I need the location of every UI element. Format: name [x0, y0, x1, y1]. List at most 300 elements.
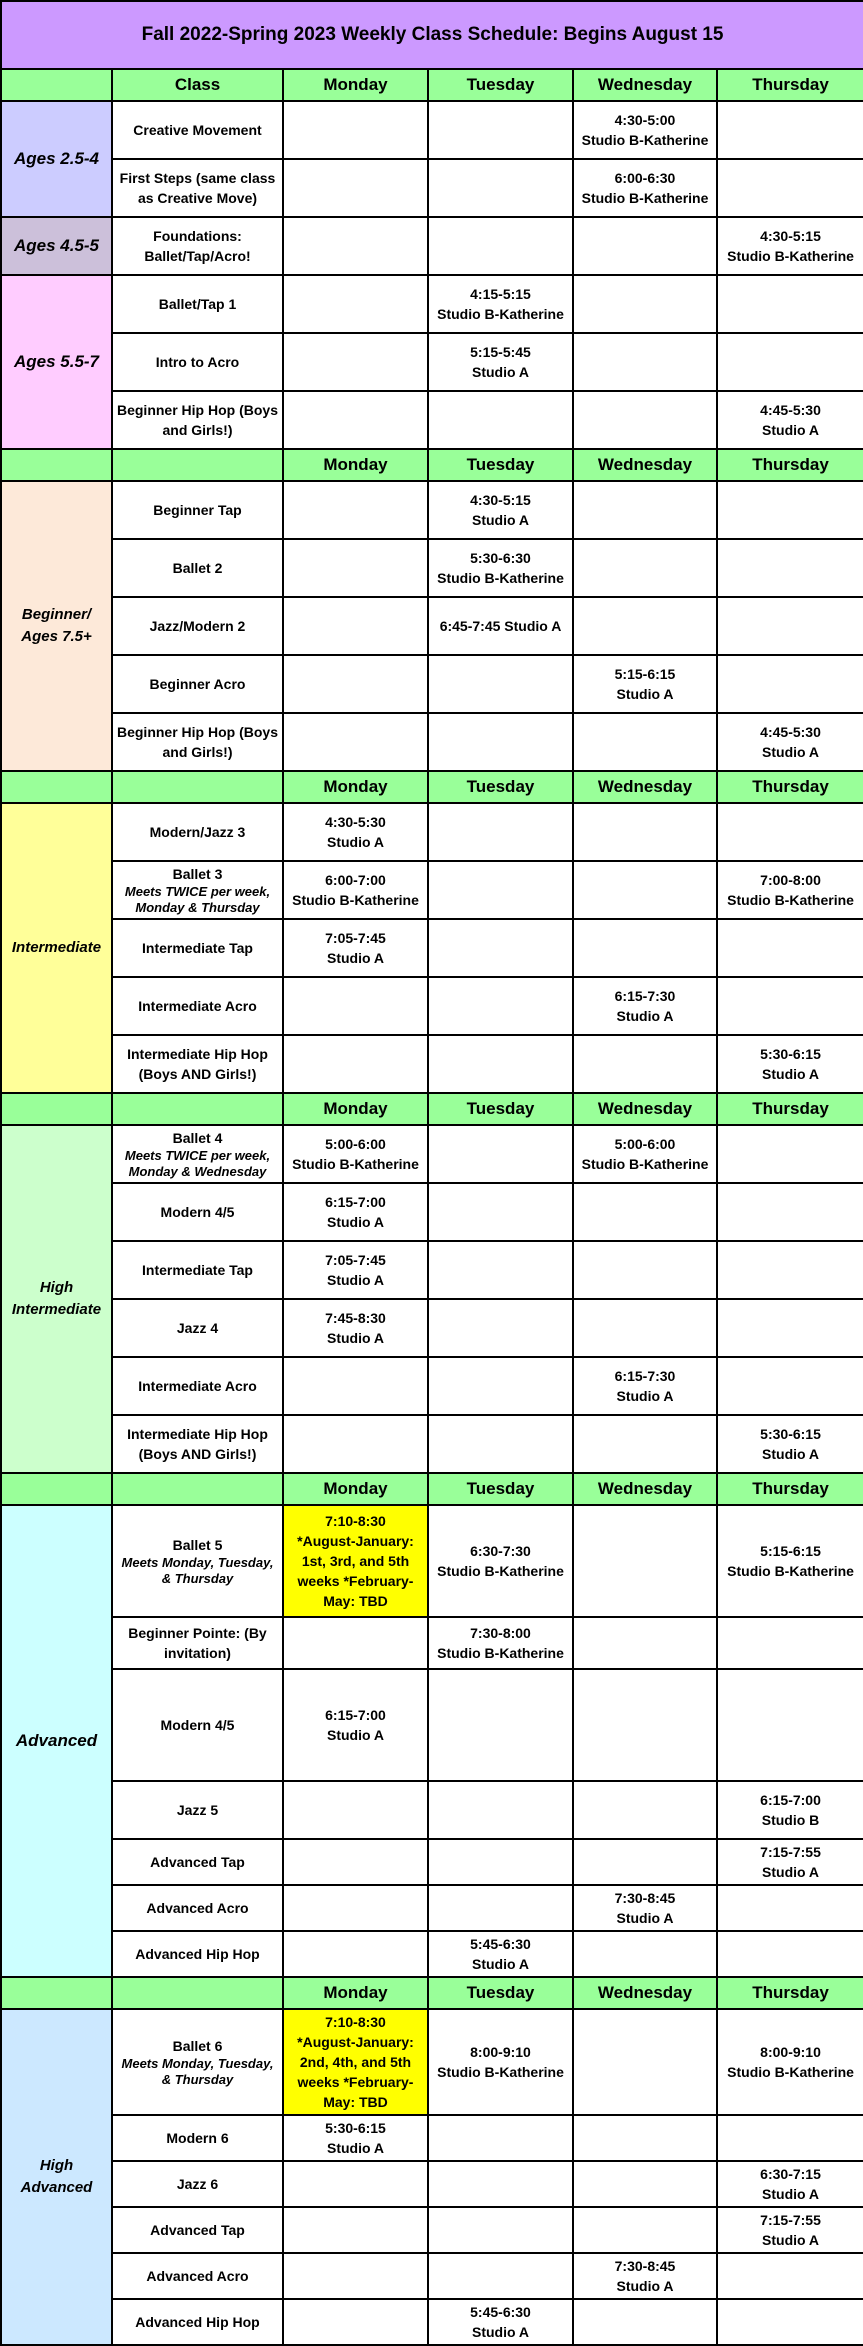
class-row — [1, 1839, 863, 1885]
class-location: Studio A — [326, 1214, 385, 1230]
time-cell-monday — [283, 2115, 428, 2161]
header-class-blank — [112, 1473, 283, 1505]
time-cell-monday — [283, 1781, 428, 1839]
time-cell-wednesday — [573, 1299, 717, 1357]
header-wednesday: Wednesday — [573, 1977, 717, 2009]
header-thursday: Thursday — [717, 69, 863, 101]
time-cell-tuesday — [428, 1241, 573, 1299]
class-location: Studio A — [616, 1388, 674, 1404]
class-name: Intermediate Hip Hop (Boys AND Girls!) — [127, 1426, 268, 1462]
time-cell-wednesday — [573, 1415, 717, 1473]
class-name-cell — [112, 333, 283, 391]
time-cell-tuesday — [428, 275, 573, 333]
header-wednesday: Wednesday — [573, 69, 717, 101]
time-cell-tuesday — [428, 1125, 573, 1183]
class-row — [1, 159, 863, 217]
day-header-row — [1, 1093, 863, 1125]
class-location: Studio B-Katherine — [727, 2064, 854, 2080]
title-row — [1, 1, 863, 69]
time-cell-thursday — [717, 713, 863, 771]
time-cell-thursday — [717, 655, 863, 713]
class-name-cell — [112, 481, 283, 539]
class-time: 5:00-6:00 — [325, 1136, 386, 1152]
time-cell-tuesday — [428, 2299, 573, 2345]
header-tuesday: Tuesday — [428, 1473, 573, 1505]
class-location: Studio A — [762, 2186, 820, 2202]
class-row — [1, 1781, 863, 1839]
header-thursday: Thursday — [717, 771, 863, 803]
class-name-cell — [112, 217, 283, 275]
header-group-cell — [1, 69, 112, 101]
time-cell-tuesday — [428, 1299, 573, 1357]
header-tuesday: Tuesday — [428, 449, 573, 481]
time-cell-monday — [283, 2253, 428, 2299]
class-time: 7:30-8:45 — [614, 2258, 676, 2274]
class-time: 7:10-8:30 — [325, 2014, 386, 2030]
time-cell-wednesday — [573, 1931, 717, 1977]
age-group-label: Ages 5.5-7 — [1, 275, 112, 449]
day-header-row — [1, 771, 863, 803]
time-cell-monday — [283, 1617, 428, 1669]
header-tuesday: Tuesday — [428, 1093, 573, 1125]
time-cell-thursday — [717, 1415, 863, 1473]
class-time: 5:15-6:15 — [614, 666, 676, 682]
class-row — [1, 1931, 863, 1977]
class-time: 5:30-6:30 — [470, 550, 531, 566]
class-time: 5:45-6:30 — [470, 2304, 531, 2320]
class-time: 4:30-5:15 — [470, 492, 531, 508]
header-wednesday: Wednesday — [573, 1093, 717, 1125]
class-location: Studio B-Katherine — [292, 892, 419, 908]
class-row — [1, 2009, 863, 2115]
class-time: 4:30-5:30 — [325, 814, 386, 830]
header-class-blank — [112, 449, 283, 481]
time-cell-monday — [283, 217, 428, 275]
class-location: Studio B-Katherine — [437, 1563, 564, 1579]
time-cell-wednesday — [573, 861, 717, 919]
class-name: Foundations: Ballet/Tap/Acro! — [144, 228, 251, 264]
class-time: 5:30-6:15 — [760, 1046, 821, 1062]
time-cell-tuesday — [428, 2009, 573, 2115]
time-cell-monday — [283, 1125, 428, 1183]
class-location: Studio A — [326, 1727, 385, 1743]
class-name: Intermediate Acro — [138, 998, 257, 1014]
class-name: Ballet 4 — [172, 1130, 223, 1146]
time-cell-wednesday — [573, 919, 717, 977]
time-cell-monday — [283, 1839, 428, 1885]
time-cell-wednesday — [573, 1617, 717, 1669]
time-cell-tuesday — [428, 1357, 573, 1415]
class-name-cell — [112, 977, 283, 1035]
class-name-cell — [112, 391, 283, 449]
age-group-label: Ages 2.5-4 — [1, 101, 112, 217]
time-cell-thursday — [717, 1125, 863, 1183]
time-cell-tuesday — [428, 977, 573, 1035]
time-cell-monday — [283, 539, 428, 597]
time-cell-monday — [283, 713, 428, 771]
class-row — [1, 391, 863, 449]
header-group-cell — [1, 1093, 112, 1125]
class-location: Studio A — [616, 1008, 674, 1024]
time-cell-wednesday — [573, 1183, 717, 1241]
time-cell-wednesday — [573, 101, 717, 159]
header-class-blank — [112, 1977, 283, 2009]
header-wednesday: Wednesday — [573, 1473, 717, 1505]
header-group-cell — [1, 449, 112, 481]
class-row — [1, 1617, 863, 1669]
class-location: Studio B-Katherine — [437, 570, 564, 586]
schedule-title: Fall 2022-Spring 2023 Weekly Class Schedule: Begins August 15 — [1, 1, 863, 69]
time-cell-wednesday — [573, 803, 717, 861]
header-monday: Monday — [283, 1977, 428, 2009]
time-cell-wednesday — [573, 597, 717, 655]
class-location: Studio A — [326, 2140, 385, 2156]
time-cell-wednesday — [573, 1241, 717, 1299]
class-time: 4:30-5:00 — [614, 112, 676, 128]
class-name: Jazz/Modern 2 — [149, 618, 246, 634]
class-name-cell — [112, 101, 283, 159]
class-time: 6:15-7:00 — [325, 1707, 386, 1723]
header-group-cell — [1, 771, 112, 803]
class-location: Studio A — [762, 744, 820, 760]
time-cell-monday — [283, 1357, 428, 1415]
class-name-cell — [112, 159, 283, 217]
class-row — [1, 1299, 863, 1357]
time-cell-thursday — [717, 1241, 863, 1299]
class-name: Advanced Tap — [150, 1854, 245, 1870]
time-cell-thursday — [717, 333, 863, 391]
class-location: Studio A — [471, 1956, 530, 1972]
time-cell-thursday — [717, 2161, 863, 2207]
class-note: Meets Monday, Tuesday, & Thursday — [121, 2056, 274, 2087]
day-header-row — [1, 1977, 863, 2009]
class-name: Advanced Hip Hop — [135, 1946, 260, 1962]
class-name-cell — [112, 1669, 283, 1781]
class-time: 5:15-5:45 — [470, 344, 531, 360]
class-row — [1, 1885, 863, 1931]
class-name: Advanced Tap — [150, 2222, 245, 2238]
class-name-cell — [112, 1885, 283, 1931]
time-cell-wednesday — [573, 391, 717, 449]
time-cell-thursday — [717, 1931, 863, 1977]
header-thursday: Thursday — [717, 449, 863, 481]
class-location: Studio B-Katherine — [581, 190, 709, 206]
class-row — [1, 217, 863, 275]
class-time: 7:30-8:00 — [470, 1625, 531, 1641]
time-cell-thursday — [717, 1505, 863, 1617]
class-row — [1, 1125, 863, 1183]
class-time: 7:45-8:30 — [325, 1310, 386, 1326]
class-note: Meets Monday, Tuesday, & Thursday — [121, 1555, 274, 1586]
class-name-cell — [112, 1839, 283, 1885]
header-class: Class — [112, 69, 283, 101]
time-cell-thursday — [717, 803, 863, 861]
time-cell-wednesday — [573, 1885, 717, 1931]
time-cell-wednesday — [573, 2253, 717, 2299]
time-cell-monday — [283, 655, 428, 713]
class-name-cell — [112, 2207, 283, 2253]
time-cell-tuesday — [428, 919, 573, 977]
class-name-cell — [112, 2253, 283, 2299]
time-cell-thursday — [717, 391, 863, 449]
time-cell-wednesday — [573, 1035, 717, 1093]
class-row — [1, 713, 863, 771]
header-row — [1, 69, 863, 101]
class-name-cell — [112, 275, 283, 333]
class-name: Creative Movement — [133, 122, 262, 138]
class-location: Studio B-Katherine — [581, 132, 709, 148]
time-cell-tuesday — [428, 539, 573, 597]
class-name: Modern 4/5 — [160, 1717, 235, 1733]
day-header-row — [1, 449, 863, 481]
header-class-blank — [112, 771, 283, 803]
class-name-cell — [112, 1299, 283, 1357]
time-cell-monday — [283, 2207, 428, 2253]
time-cell-monday — [283, 159, 428, 217]
class-name-cell — [112, 539, 283, 597]
time-cell-monday — [283, 1183, 428, 1241]
class-name: First Steps (same class as Creative Move) — [119, 170, 276, 206]
time-cell-thursday — [717, 539, 863, 597]
class-row — [1, 275, 863, 333]
header-thursday: Thursday — [717, 1473, 863, 1505]
time-cell-monday — [283, 481, 428, 539]
class-location: Studio A — [616, 686, 674, 702]
time-cell-monday — [283, 2161, 428, 2207]
class-name-cell — [112, 2299, 283, 2345]
class-name: Intermediate Tap — [142, 1262, 253, 1278]
class-time: 6:00-7:00 — [325, 872, 386, 888]
class-row — [1, 2115, 863, 2161]
time-cell-tuesday — [428, 597, 573, 655]
time-cell-thursday — [717, 1885, 863, 1931]
age-group-label: Advanced — [1, 1505, 112, 1977]
class-name-cell — [112, 597, 283, 655]
class-location: Studio A — [762, 1864, 820, 1880]
time-cell-monday — [283, 101, 428, 159]
class-name-cell — [112, 1617, 283, 1669]
class-name-cell — [112, 1415, 283, 1473]
time-cell-thursday — [717, 1299, 863, 1357]
class-row — [1, 1357, 863, 1415]
header-thursday: Thursday — [717, 1977, 863, 2009]
class-time: 7:10-8:30 — [325, 1513, 386, 1529]
class-name: Jazz 5 — [176, 1802, 219, 1818]
class-name-cell — [112, 803, 283, 861]
class-location: Studio A — [326, 834, 385, 850]
time-cell-monday — [283, 2009, 428, 2115]
time-cell-wednesday — [573, 1357, 717, 1415]
class-row — [1, 861, 863, 919]
class-time: 6:30-7:15 — [760, 2166, 821, 2182]
time-cell-wednesday — [573, 217, 717, 275]
time-cell-monday — [283, 919, 428, 977]
age-group-label: Ages 4.5-5 — [1, 217, 112, 275]
class-time: 7:05-7:45 — [325, 1252, 386, 1268]
class-row — [1, 803, 863, 861]
time-cell-monday — [283, 803, 428, 861]
class-name-cell — [112, 919, 283, 977]
time-cell-thursday — [717, 1035, 863, 1093]
class-location: Studio B — [761, 1812, 820, 1828]
class-name-cell — [112, 2115, 283, 2161]
time-cell-tuesday — [428, 101, 573, 159]
time-cell-monday — [283, 1505, 428, 1617]
time-cell-tuesday — [428, 481, 573, 539]
time-cell-tuesday — [428, 1885, 573, 1931]
header-group-cell — [1, 1473, 112, 1505]
class-time: 5:45-6:30 — [470, 1936, 531, 1952]
time-cell-monday — [283, 1299, 428, 1357]
class-location: Studio A — [471, 2324, 530, 2340]
class-location: Studio B-Katherine — [727, 892, 854, 908]
time-cell-tuesday — [428, 159, 573, 217]
time-cell-thursday — [717, 101, 863, 159]
class-row — [1, 539, 863, 597]
class-row — [1, 2253, 863, 2299]
age-group-label: High Intermediate — [1, 1125, 112, 1473]
time-cell-tuesday — [428, 1781, 573, 1839]
time-cell-tuesday — [428, 861, 573, 919]
class-name-cell — [112, 1125, 283, 1183]
class-name-cell — [112, 713, 283, 771]
class-row — [1, 655, 863, 713]
class-location: Studio B-Katherine — [437, 2064, 564, 2080]
class-name-cell — [112, 655, 283, 713]
class-row — [1, 2207, 863, 2253]
class-location: Studio A — [762, 2232, 820, 2248]
class-row — [1, 1505, 863, 1617]
class-name: Modern 6 — [166, 2130, 229, 2146]
time-cell-tuesday — [428, 333, 573, 391]
class-note: Meets TWICE per week, Monday & Wednesday — [124, 1148, 271, 1179]
time-cell-wednesday — [573, 159, 717, 217]
class-location: Studio A — [616, 1910, 674, 1926]
time-cell-tuesday — [428, 1669, 573, 1781]
class-time: 5:00-6:00 — [614, 1136, 676, 1152]
class-location: Studio A — [471, 512, 530, 528]
class-location: Studio A — [326, 1330, 385, 1346]
time-cell-tuesday — [428, 1839, 573, 1885]
class-location: *August-January: 2nd, 4th, and 5th weeks *February-May: TBD — [297, 2034, 414, 2110]
class-name-cell — [112, 2161, 283, 2207]
header-tuesday: Tuesday — [428, 69, 573, 101]
class-name: Jazz 4 — [176, 1320, 219, 1336]
class-row — [1, 101, 863, 159]
class-time: 7:30-8:45 — [614, 1890, 676, 1906]
class-time: 6:15-7:30 — [614, 1368, 676, 1384]
time-cell-wednesday — [573, 2299, 717, 2345]
time-cell-wednesday — [573, 2009, 717, 2115]
time-cell-wednesday — [573, 1125, 717, 1183]
class-name: Advanced Hip Hop — [135, 2314, 260, 2330]
time-cell-tuesday — [428, 2115, 573, 2161]
time-cell-thursday — [717, 1617, 863, 1669]
header-tuesday: Tuesday — [428, 771, 573, 803]
class-name: Intermediate Hip Hop (Boys AND Girls!) — [127, 1046, 268, 1082]
class-row — [1, 977, 863, 1035]
header-monday: Monday — [283, 771, 428, 803]
class-row — [1, 1183, 863, 1241]
class-location: Studio B-Katherine — [727, 1563, 854, 1579]
class-location: Studio A — [762, 1066, 820, 1082]
time-cell-tuesday — [428, 2207, 573, 2253]
class-time: 7:15-7:55 — [760, 2212, 821, 2228]
class-name: Ballet 5 — [172, 1537, 223, 1553]
class-name-cell — [112, 861, 283, 919]
class-name-cell — [112, 1781, 283, 1839]
class-location: Studio A — [762, 1446, 820, 1462]
header-monday: Monday — [283, 449, 428, 481]
header-monday: Monday — [283, 1093, 428, 1125]
class-time: 6:15-7:00 — [325, 1194, 386, 1210]
time-cell-wednesday — [573, 977, 717, 1035]
class-location: *August-January: 1st, 3rd, and 5th weeks *February-May: TBD — [297, 1533, 414, 1609]
class-time: 4:30-5:15 — [760, 228, 821, 244]
class-row — [1, 597, 863, 655]
class-time: 6:00-6:30 — [614, 170, 676, 186]
time-cell-thursday — [717, 481, 863, 539]
time-cell-thursday — [717, 275, 863, 333]
class-location: Studio B-Katherine — [437, 1645, 564, 1661]
class-time: 6:15-7:30 — [614, 988, 676, 1004]
class-location: Studio A — [326, 950, 385, 966]
class-name-cell — [112, 1183, 283, 1241]
class-name: Beginner Acro — [149, 676, 246, 692]
class-name: Advanced Acro — [146, 2268, 249, 2284]
class-row — [1, 481, 863, 539]
class-time: 4:45-5:30 — [760, 402, 821, 418]
time-cell-tuesday — [428, 1183, 573, 1241]
class-row — [1, 333, 863, 391]
class-name: Modern/Jazz 3 — [149, 824, 246, 840]
time-cell-thursday — [717, 2299, 863, 2345]
time-cell-monday — [283, 391, 428, 449]
class-name: Intro to Acro — [155, 354, 240, 370]
time-cell-tuesday — [428, 2253, 573, 2299]
class-time: 8:00-9:10 — [470, 2044, 531, 2060]
class-time: 7:15-7:55 — [760, 1844, 821, 1860]
class-name-cell — [112, 1241, 283, 1299]
class-time: 8:00-9:10 — [760, 2044, 821, 2060]
time-cell-tuesday — [428, 655, 573, 713]
time-cell-monday — [283, 333, 428, 391]
header-thursday: Thursday — [717, 1093, 863, 1125]
header-group-cell — [1, 1977, 112, 2009]
time-cell-thursday — [717, 1357, 863, 1415]
class-location: Studio B-Katherine — [292, 1156, 419, 1172]
class-time: 5:15-6:15 — [760, 1543, 821, 1559]
time-cell-wednesday — [573, 2161, 717, 2207]
class-location: Studio B-Katherine — [581, 1156, 709, 1172]
time-cell-thursday — [717, 1781, 863, 1839]
class-name: Jazz 6 — [176, 2176, 219, 2192]
time-cell-wednesday — [573, 481, 717, 539]
class-name-cell — [112, 1035, 283, 1093]
class-row — [1, 1415, 863, 1473]
time-cell-tuesday — [428, 217, 573, 275]
class-name: Intermediate Tap — [142, 940, 253, 956]
time-cell-wednesday — [573, 1839, 717, 1885]
class-name-cell — [112, 1357, 283, 1415]
time-cell-wednesday — [573, 1781, 717, 1839]
class-name: Beginner Tap — [153, 502, 242, 518]
class-row — [1, 2161, 863, 2207]
class-time: 5:30-6:15 — [325, 2120, 386, 2136]
class-name: Advanced Acro — [146, 1900, 249, 1916]
class-note: Meets TWICE per week, Monday & Thursday — [124, 884, 271, 915]
time-cell-thursday — [717, 217, 863, 275]
